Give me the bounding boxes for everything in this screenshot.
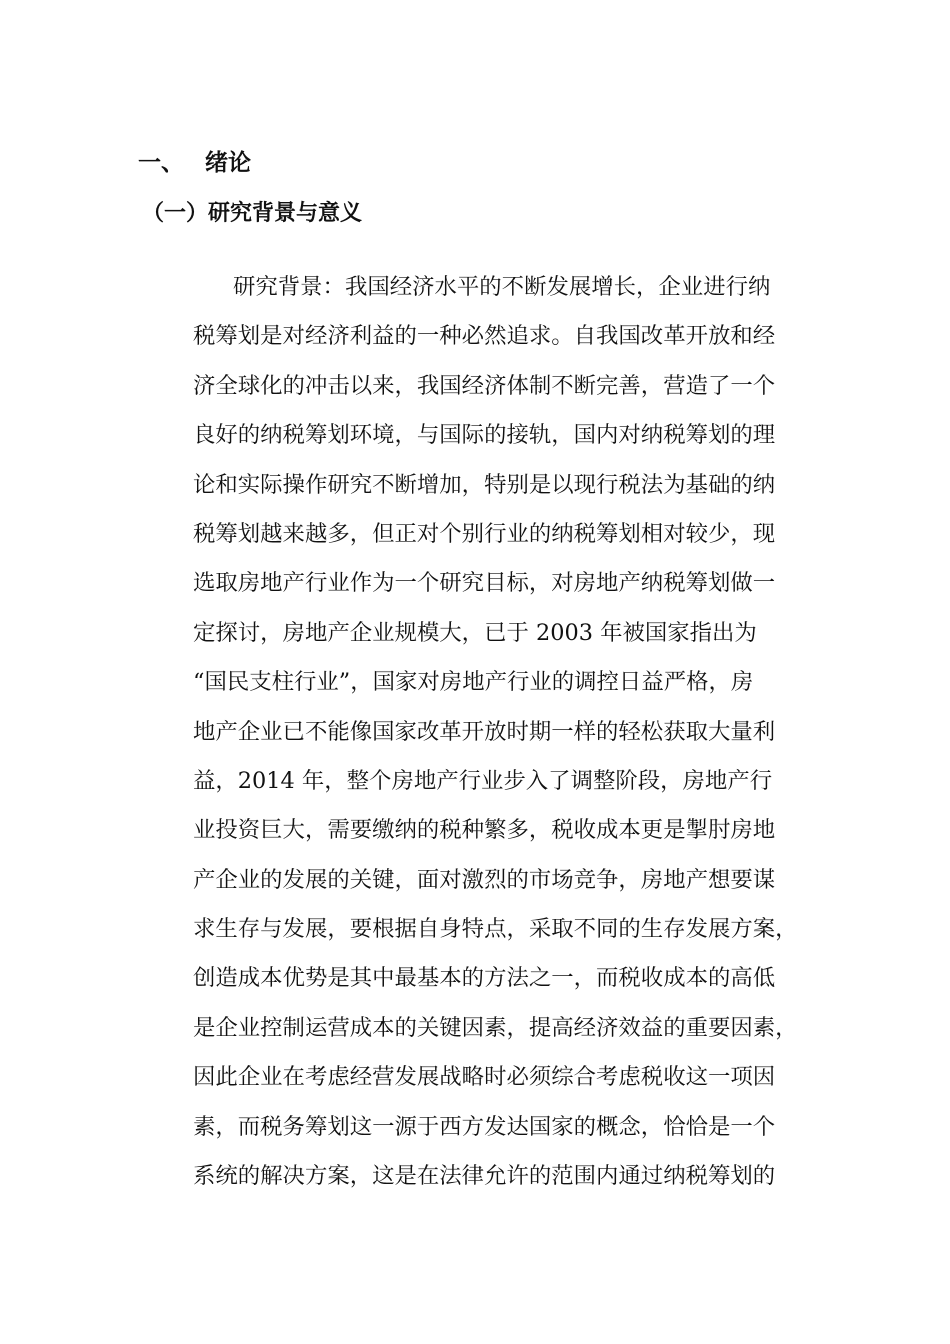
paragraph-line: 定探讨，房地产企业规模大，已于 2003 年被国家指出为 xyxy=(193,619,757,646)
paragraph-line: 系统的解决方案，这是在法律允许的范围内通过纳税筹划的 xyxy=(193,1163,776,1190)
section-heading: （一）研究背景与意义 xyxy=(142,200,363,226)
paragraph-line: 求生存与发展，要根据自身特点，采取不同的生存发展方案， xyxy=(193,916,798,943)
paragraph-line: 业投资巨大，需要缴纳的税种繁多，税收成本更是掣肘房地 xyxy=(193,817,776,844)
paragraph-line: 素，而税务筹划这一源于西方发达国家的概念，恰恰是一个 xyxy=(193,1113,776,1140)
paragraph-line: 良好的纳税筹划环境，与国际的接轨，国内对纳税筹划的理 xyxy=(193,422,776,449)
paragraph-line: 创造成本优势是其中最基本的方法之一，而税收成本的高低 xyxy=(193,965,776,992)
paragraph-line: 是企业控制运营成本的关键因素，提高经济效益的重要因素， xyxy=(193,1014,798,1041)
paragraph-line: 产企业的发展的关键，面对激烈的市场竞争，房地产想要谋 xyxy=(193,866,776,893)
paragraph-line: 税筹划是对经济利益的一种必然追求。自我国改革开放和经 xyxy=(193,323,776,350)
chapter-heading xyxy=(138,146,251,180)
paragraph-line: 济全球化的冲击以来，我国经济体制不断完善，营造了一个 xyxy=(193,372,776,399)
paragraph-line: 选取房地产行业作为一个研究目标，对房地产纳税筹划做一 xyxy=(193,570,776,597)
paragraph-line: 因此企业在考虑经营发展战略时必须综合考虑税收这一项因 xyxy=(193,1064,776,1091)
paragraph-line: 地产企业已不能像国家改革开放时期一样的轻松获取大量利 xyxy=(193,718,776,745)
paragraph-line: “国民支柱行业”，国家对房地产行业的调控日益严格，房 xyxy=(193,669,754,696)
chapter-title: 绪论 xyxy=(205,149,251,176)
chapter-number: 一、 xyxy=(138,149,184,176)
paragraph-line: 税筹划越来越多，但正对个别行业的纳税筹划相对较少，现 xyxy=(193,520,776,547)
body-paragraph xyxy=(193,270,859,1208)
paragraph-line: 论和实际操作研究不断增加，特别是以现行税法为基础的纳 xyxy=(193,471,776,498)
paragraph-line: 研究背景：我国经济水平的不断发展增长，企业进行纳 xyxy=(233,274,771,300)
paragraph-line: 益，2014 年，整个房地产行业步入了调整阶段，房地产行 xyxy=(193,767,773,794)
